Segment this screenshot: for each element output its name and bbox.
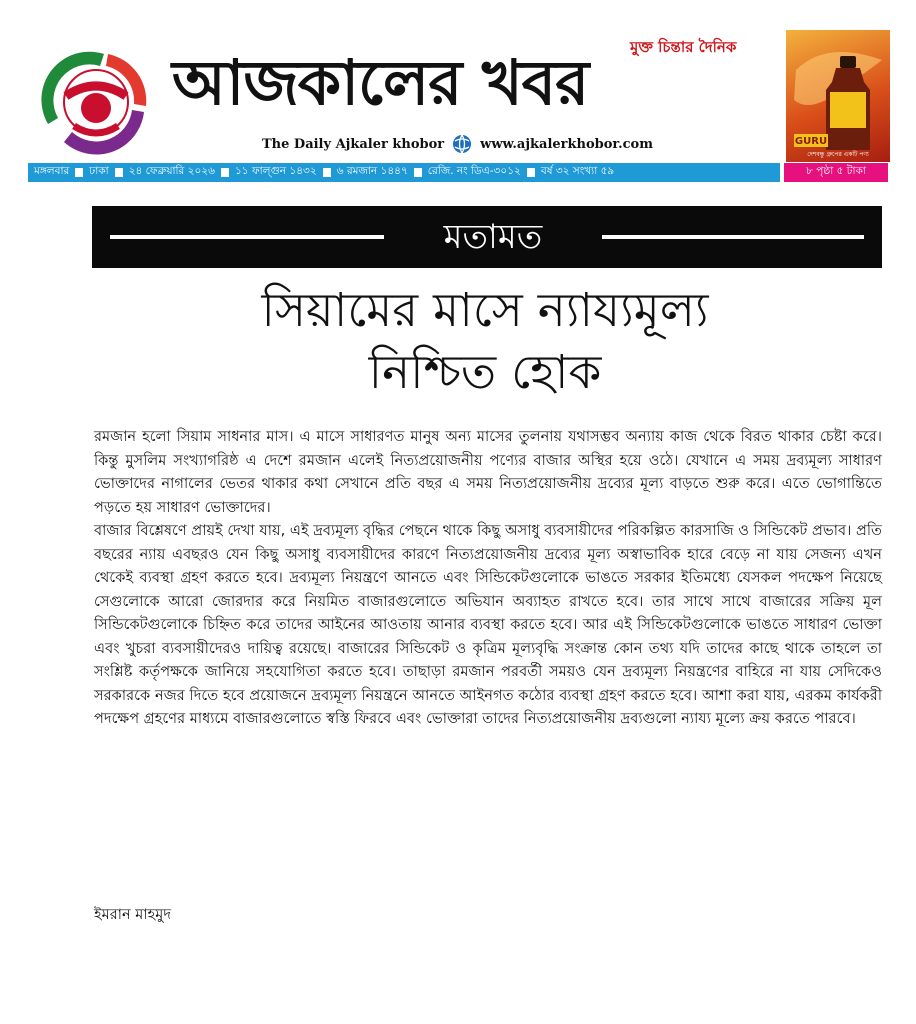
masthead-subline [262,134,653,154]
section-rule-left [110,235,384,239]
masthead [0,0,916,177]
section-banner [92,206,882,268]
ad-caption: দেশবন্ধু গ্রুপের একটি পণ্য [807,151,869,158]
section-label: মতামত [443,217,543,257]
newspaper-title: আজকালের খবর [172,46,589,119]
info-bar [28,163,780,182]
globe-icon [452,134,472,154]
anniversary-badge-icon [34,46,156,156]
article-body [94,425,882,731]
masthead-tagline: মুক্ত চিন্তার দৈনিক [630,38,737,56]
headline-line-2: নিশ্চিত হোক [368,345,602,400]
website-link[interactable]: www.ajkalerkhobor.com [480,136,653,152]
info-date-gregorian: ২৪ ফেব্রুয়ারি ২০২৬ [128,165,215,177]
info-date-hijri: ৬ রমজান ১৪৪৭ [336,165,408,177]
price-bar: ৮ পৃষ্ঠা ৫ টাকা [784,163,888,182]
section-rule-right [602,235,864,239]
bottle-icon [786,30,890,162]
info-registration: রেজি. নং ডিএ-৩০১২ [427,165,521,177]
article-author: ইমরান মাহমুদ [94,906,172,923]
anniversary-badge [34,46,156,156]
info-city: ঢাকা [89,165,109,177]
headline-line-1: সিয়ামের মাসে ন্যায্যমূল্য [261,283,709,338]
info-date-bangla: ১১ ফাল্গুন ১৪৩২ [234,165,317,177]
info-day: মঙ্গলবার [34,165,70,177]
article-paragraph-2: বাজার বিশ্লেষণে প্রায়ই দেখা যায়, এই দ্রব্যমূল্য বৃদ্ধির পেছনে থাকে কিছু অসাধু ব্যবসায়ীদের পরিকল্পিত কারসাজি ও সিন্ডিকেট প্রভাব। প্রতি বছরের ন্যায় এবছরও যেন কিছু অসাধু ব্যবসায়ীদের কারণে নিত্যপ্রয়োজনীয় দ্রব্যের মূল্য অস্বাভাবিক হারে বেড়ে না যায় সেজন্য এখন থেকেই ব্যবস্থা গ্রহণ করতে হবে। দ্রব্যমূল্য নিয়ন্ত্রণে আনতে এবং সিন্ডিকেটগুলোকে ভাঙতে সরকার ইতিমধ্যে যেসকল পদক্ষেপ নিয়েছে সেগুলোকে আরো জোরদার করে নিয়মিত বাজারগুলোতে অভিযান অব্যাহত রাখতে হবে। তার সাথে সাথে বাজারের সক্রিয় মূল সিন্ডিকেটগুলোকে চিহ্নিত করে তাদের আইনের আওতায় আনার ব্যবস্থা করতে হবে। আর এই সিন্ডিকেটগুলোকে ভাঙতে সাধারণ ভোক্তা এবং খুচরা ব্যবসায়ীদেরও দায়িত্ব রয়েছে। বাজারের সিন্ডিকেট ও কৃত্রিম মূল্যবৃদ্ধি সংক্রান্ত কোন তথ্য যদি তাদের কাছে থাকে তাহলে তা সংশ্লিষ্ট কর্তৃপক্ষকে জানিয়ে সহযোগিতা করতে হবে। তাছাড়া রমজান পরবর্তী সময়ও যেন দ্রব্যমূল্য নিয়ন্ত্রণের বাহিরে না যায় সেদিকেও সরকারকে নজর দিতে হবে প্রয়োজনে দ্রব্যমূল্য নিয়ন্ত্রনে আনতে আইনগত কঠোর ব্যবস্থা গ্রহণ করতে হবে। আশা করা যায়, এরকম কার্যকরী পদক্ষেপ গ্রহণের মাধ্যমে বাজারগুলোতে স্বস্তি ফিরবে এবং ভোক্তারা তাদের নিত্যপ্রয়োজনীয় দ্রব্যগুলো ন্যায্য মূল্যে ক্রয় করতে পারবে। [94,522,882,727]
advertisement[interactable] [786,30,890,162]
ad-brand: GURU [794,136,828,147]
info-issue: বর্ষ ৩২ সংখ্যা ৫৯ [540,165,615,177]
article-headline [100,280,870,404]
english-name: The Daily Ajkaler khobor [262,136,445,152]
article-paragraph-1: রমজান হলো সিয়াম সাধনার মাস। এ মাসে সাধারণত মানুষ অন্য মাসের তুলনায় যথাসম্ভব অন্যায় কাজ থেকে বিরত থাকার চেষ্টা করে। কিন্তু মুসলিম সংখ্যাগরিষ্ঠ এ দেশে রমজান এলেই নিত্যপ্রয়োজনীয় পণ্যের বাজার অস্থির হয়ে ওঠে। যেখানে এ সময় দ্রব্যমূল্য সাধারণ ভোক্তাদের নাগালের ভেতর থাকার কথা সেখানে প্রতি বছর এ সময় নিত্যপ্রয়োজনীয় দ্রব্যের মূল্য বাড়তে শুরু করে। এতে ভোগান্তিতে পড়তে হয় সাধারণ ভোক্তাদের। [94,428,882,516]
